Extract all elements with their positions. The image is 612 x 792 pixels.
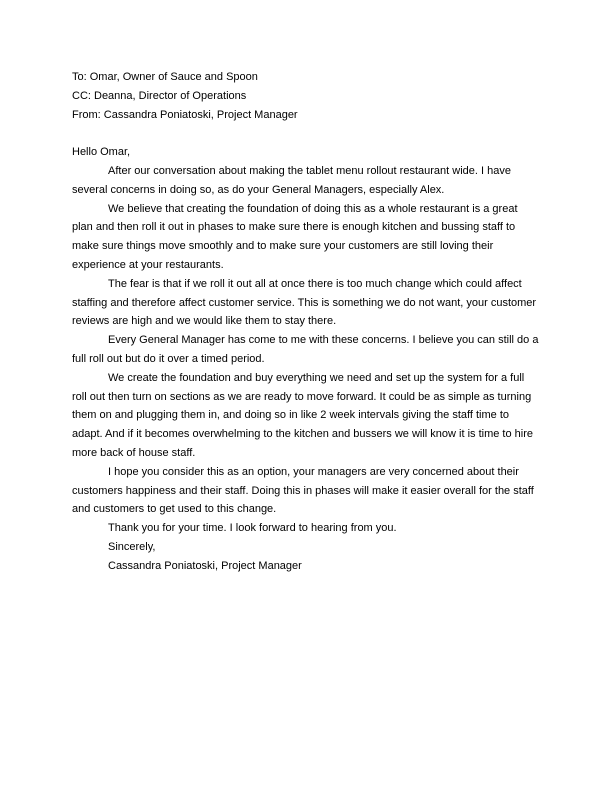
to-line: To: Omar, Owner of Sauce and Spoon xyxy=(72,71,258,83)
paragraph-line: and customers to get used to this change. xyxy=(72,503,277,516)
paragraph-line: reviews are high and we would like them to stay there. xyxy=(72,315,337,328)
closing-signoff: Sincerely, xyxy=(108,540,156,553)
paragraph-line: We believe that creating the foundation of doing this as a whole restaurant is a great xyxy=(108,202,518,215)
paragraph-line: We create the foundation and buy everything we need and set up the system for a full xyxy=(108,371,525,384)
closing-thanks: Thank you for your time. I look forward to hearing from you. xyxy=(108,522,397,535)
paragraph-line: I hope you consider this as an option, your managers are very concerned about their xyxy=(108,465,519,478)
paragraph-line: them on and plugging them in, and doing so in like 2 week intervals giving the staff time to xyxy=(72,409,510,422)
paragraph-5 xyxy=(72,369,544,463)
paragraph-line: more back of house staff. xyxy=(72,446,196,459)
paragraph-line: staffing and therefore affect customer service. This is something we do not want, your customer xyxy=(72,296,537,309)
paragraph-line: customers happiness and their staff. Doing this in phases will make it easier overall for the staff xyxy=(72,484,534,497)
paragraph-2 xyxy=(72,200,544,275)
paragraph-line: plan and then roll it out in phases to make sure there is enough kitchen and bussing staff to xyxy=(72,221,516,234)
paragraph-1 xyxy=(72,162,544,200)
paragraph-line: The fear is that if we roll it out all at once there is too much change which could affect xyxy=(108,277,522,290)
letter-body xyxy=(72,68,544,576)
blank-line xyxy=(72,124,544,143)
paragraph-6 xyxy=(72,463,544,519)
paragraph-line: roll out then turn on sections as we are ready to move forward. It could be as simple as turning xyxy=(72,390,532,403)
paragraph-line: After our conversation about making the tablet menu rollout restaurant wide. I have xyxy=(108,164,511,177)
paragraph-line: several concerns in doing so, as do your General Managers, especially Alex. xyxy=(72,183,445,196)
signature: Cassandra Poniatoski, Project Manager xyxy=(108,559,302,572)
from-line: From: Cassandra Poniatoski, Project Manager xyxy=(72,108,298,121)
paragraph-line: experience at your restaurants. xyxy=(72,258,224,271)
greeting: Hello Omar, xyxy=(72,146,131,159)
paragraph-3 xyxy=(72,275,544,331)
paragraph-line: adapt. And if it becomes overwhelming to the kitchen and bussers we will know it is time to hire xyxy=(72,428,534,441)
paragraph-4 xyxy=(72,331,544,369)
paragraph-line: make sure things move smoothly and to make sure your customers are still loving their xyxy=(72,240,494,253)
cc-line: CC: Deanna, Director of Operations xyxy=(72,89,247,102)
paragraph-line: Every General Manager has come to me with these concerns. I believe you can still do a xyxy=(108,334,539,347)
paragraph-line: full roll out but do it over a timed period. xyxy=(72,352,265,365)
